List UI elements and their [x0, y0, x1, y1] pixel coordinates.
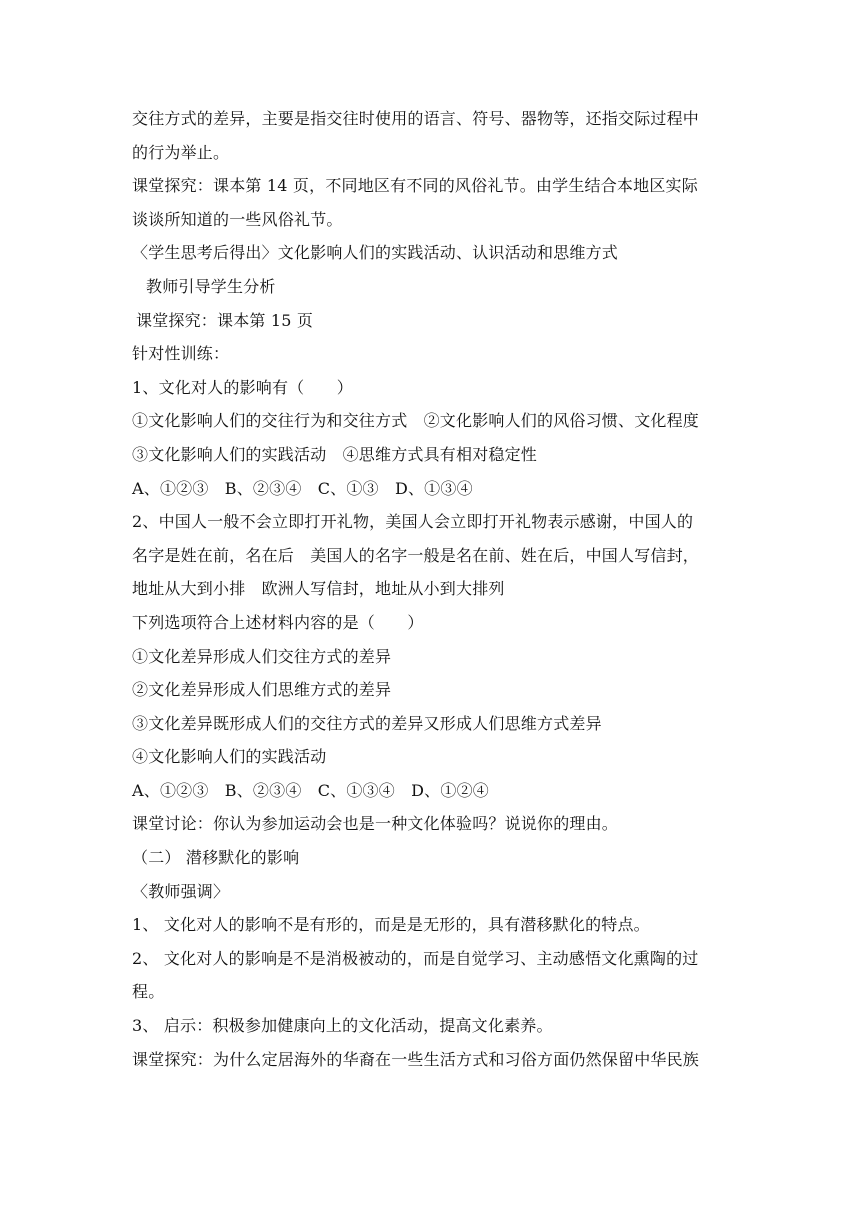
option-line: ③文化差异既形成人们的交往方式的差异又形成人们思维方式差异 — [132, 713, 602, 733]
question-line: 1、文化对人的影响有（ ） — [132, 377, 353, 397]
option-line: ③文化影响人们的实践活动 ④思维方式具有相对稳定性 — [132, 444, 538, 464]
text-line: 名字是姓在前，名在后 美国人的名字一般是名在前、姓在后，中国人写信封， — [132, 545, 700, 565]
text-line: 程。 — [132, 982, 165, 1002]
text-line: 下列选项符合上述材料内容的是（ ） — [132, 612, 424, 632]
option-line: ①文化差异形成人们交往方式的差异 — [132, 646, 392, 666]
text-line: 谈谈所知道的一些风俗礼节。 — [132, 209, 343, 229]
text-line: 课堂探究：课本第 14 页，不同地区有不同的风俗礼节。由学生结合本地区实际 — [132, 176, 698, 196]
document-body — [132, 102, 732, 1076]
text-line: 针对性训练： — [132, 344, 230, 364]
text-line: 交往方式的差异，主要是指交往时使用的语言、符号、器物等，还指交际过程中 — [132, 109, 700, 128]
list-item: 1、 文化对人的影响不是有形的，而是是无形的，具有潜移默化的特点。 — [132, 915, 650, 935]
text-line: 的行为举止。 — [132, 142, 230, 162]
list-item: 3、 启示：积极参加健康向上的文化活动，提高文化素养。 — [132, 1016, 553, 1036]
text-line: 教师引导学生分析 — [146, 276, 276, 296]
text-line: 〈学生思考后得出〉文化影响人们的实践活动、认识活动和思维方式 — [132, 243, 619, 263]
list-item: 2、 文化对人的影响是不是消极被动的，而是自觉学习、主动感悟文化熏陶的过 — [132, 948, 699, 968]
answer-choices: A、①②③ B、②③④ C、①③ D、①③④ — [132, 478, 473, 498]
option-line: ④文化影响人们的实践活动 — [132, 747, 327, 767]
text-line: 课堂探究：课本第 15 页 — [136, 310, 314, 330]
option-line: ①文化影响人们的交往行为和交往方式 ②文化影响人们的风俗习惯、文化程度 — [132, 411, 700, 431]
text-line: 课堂探究：为什么定居海外的华裔在一些生活方式和习俗方面仍然保留中华民族 — [132, 1049, 700, 1069]
question-line: 2、中国人一般不会立即打开礼物，美国人会立即打开礼物表示感谢，中国人的 — [132, 512, 694, 532]
text-line: 地址从大到小排 欧洲人写信封，地址从小到大排列 — [132, 579, 505, 599]
answer-choices: A、①②③ B、②③④ C、①③④ D、①②④ — [132, 780, 489, 800]
option-line: ②文化差异形成人们思维方式的差异 — [132, 680, 392, 700]
text-line: 课堂讨论：你认为参加运动会也是一种文化体验吗？说说你的理由。 — [132, 814, 619, 834]
text-line: 〈教师强调〉 — [132, 881, 230, 901]
section-heading: （二） 潜移默化的影响 — [132, 848, 300, 868]
